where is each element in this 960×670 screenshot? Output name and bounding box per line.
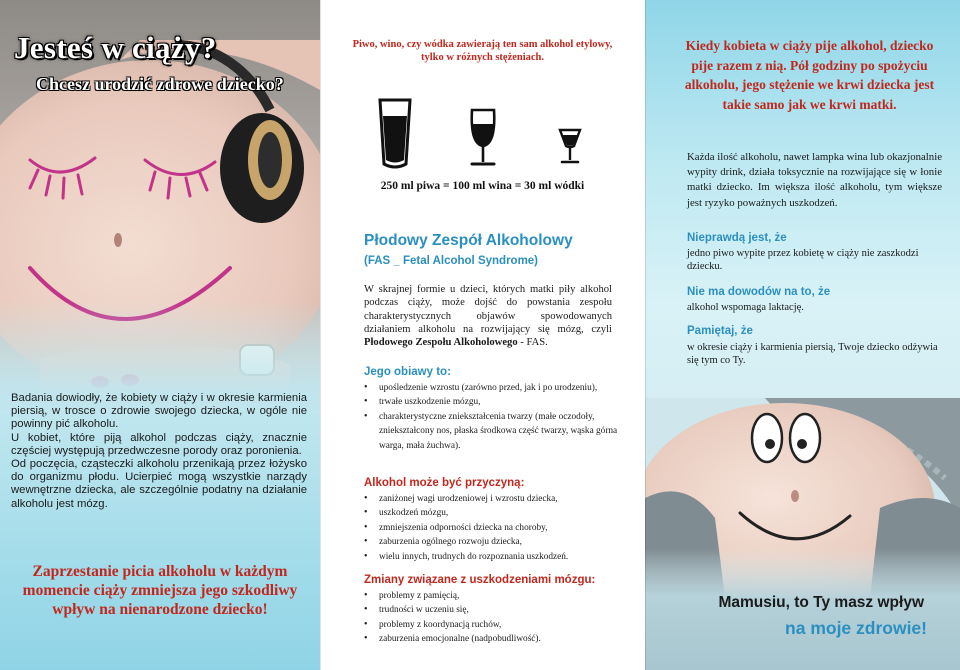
myth2-text: alkohol wspomaga laktację. (687, 302, 804, 313)
list-item: • problemy z pamięcią, (364, 589, 626, 603)
panel-left (0, 0, 320, 670)
list-item: • zmniejszenia odporności dziecka na choroby, (364, 521, 626, 535)
myth1-heading: Nieprawdą jest, że (687, 232, 787, 244)
symptoms-heading: Jego obiawy to: (364, 366, 451, 378)
fas-description (364, 283, 612, 349)
fas-description-text: W skrajnej formie u dzieci, których matki piły alkohol podczas ciąży, może dojść do powstania zespołu charakterystycznych objawów spowodowanych działaniem alkoholu na rozwijający się mózg, czyli (364, 284, 612, 335)
panel-middle (320, 0, 645, 670)
list-item: • trudności w uczeniu się, (364, 603, 626, 617)
baby-drinks-too-text: Kiedy kobieta w ciąży pije alkohol, dziecko pije razem z nią. Pół godziny po spożyciu alkoholu, jego stężenie we krwi dziecka jest takie samo jak we krwi matki. (684, 38, 935, 112)
vodka-glass-icon (560, 130, 580, 162)
toxicity-paragraph: Każda ilość alkoholu, nawet lampka wina lub okazjonalnie wypity drink, działa toksycznie na rozwijające się w łonie matki dziecko. Im większa ilość alkoholu, tym większe jest ryzyko poważnych uszkodzeń. (687, 151, 942, 209)
symptoms-list (364, 381, 626, 453)
panel1-subheadline: Chcesz urodzić zdrowe dziecko? (36, 74, 284, 94)
drinks-illustration (320, 96, 645, 172)
panel1-paragraph: Badania dowiodły, że kobiety w ciąży i w okresie karmienia piersią, w trosce o zdrowie swojego dziecka, w ogóle nie powinny pić alkoholu. (11, 392, 307, 431)
panel1-paragraph: Od poczęcia, cząsteczki alkoholu przenikają przez łożysko do organizmu płodu. Ucierpieć mogą wszystkie narządy wewnętrzne dziecka, ale szczególnie podatny na działanie alkoholu jest mózg. (11, 458, 307, 510)
closing-line-2: na moje zdrowie! (785, 618, 927, 638)
fold-line (320, 0, 321, 670)
belly-face-photo (645, 398, 960, 598)
causes-list (364, 492, 626, 564)
panel1-paragraph: U kobiet, które piją alkohol podczas ciąży, znacznie częściej występują przedwczesne porody oraz poronienia. (11, 431, 307, 457)
list-item: • upośledzenie wzrostu (zarówno przed, jak i po urodzeniu), (364, 381, 626, 395)
alcohol-equivalence: 250 ml piwa = 100 ml wina = 30 ml wódki (380, 180, 585, 192)
beer-glass-icon (380, 100, 410, 167)
list-item: • wielu innych, trudnych do rozpoznania uszkodzeń. (364, 550, 626, 564)
causes-heading: Alkohol może być przyczyną: (364, 477, 525, 489)
brain-changes-heading: Zmiany związane z uszkodzeniami mózgu: (364, 574, 596, 586)
myth1-text: jedno piwo wypite przez kobietę w ciąży nie zaszkodzi dziecku. (687, 248, 919, 273)
fas-description-bold: Płodowego Zespołu Alkoholowego (364, 337, 518, 349)
fold-line (645, 0, 646, 670)
navel (114, 233, 122, 247)
list-item: • zaburzenia emocjonalne (nadpobudliwość). (364, 632, 626, 646)
closing-line-1: Mamusiu, to Ty masz wpływ (718, 594, 924, 611)
remember-text: w okresie ciąży i karmienia piersią, Twoje dziecko odżywia się tym co Ty. (687, 342, 938, 367)
fas-subtitle: (FAS _ Fetal Alcohol Syndrome) (364, 255, 539, 267)
panel1-body (11, 392, 307, 511)
remember-heading: Pamiętaj, że (687, 325, 753, 337)
panel1-headline: Jesteś w ciąży? (14, 30, 217, 65)
list-item: • zaburzenia ogólnego rozwoju dziecka, (364, 535, 626, 549)
fas-description-end: - FAS. (517, 337, 548, 349)
list-item: • trwałe uszkodzenie mózgu, (364, 395, 626, 409)
panel1-call-to-action: Zaprzestanie picia alkoholu w każdym momencie ciąży zmniejsza jego szkodliwy wpływ na nienarodzone dziecko! (22, 563, 298, 618)
list-item: • problemy z koordynacją ruchów, (364, 618, 626, 632)
navel (791, 490, 799, 502)
list-item: • zaniżonej wagi urodzeniowej i wzrostu dziecka, (364, 492, 626, 506)
list-item: • uszkodzeń mózgu, (364, 506, 626, 520)
brain-changes-list (364, 589, 626, 647)
alcohol-intro-text: Piwo, wino, czy wódka zawierają ten sam alkohol etylowy, tylko w różnych stężeniach. (352, 39, 613, 63)
panel-right (645, 0, 960, 670)
myth2-heading: Nie ma dowodów na to, że (687, 286, 831, 298)
fas-title: Płodowy Zespół Alkoholowy (364, 232, 573, 249)
list-item: • charakterystyczne zniekształcenia twarzy (małe oczodoły, zniekształcony nos, płaska środkowa część twarzy, wąska górna warga, mała żuchwa). (364, 410, 626, 453)
wine-glass-icon (472, 110, 495, 164)
